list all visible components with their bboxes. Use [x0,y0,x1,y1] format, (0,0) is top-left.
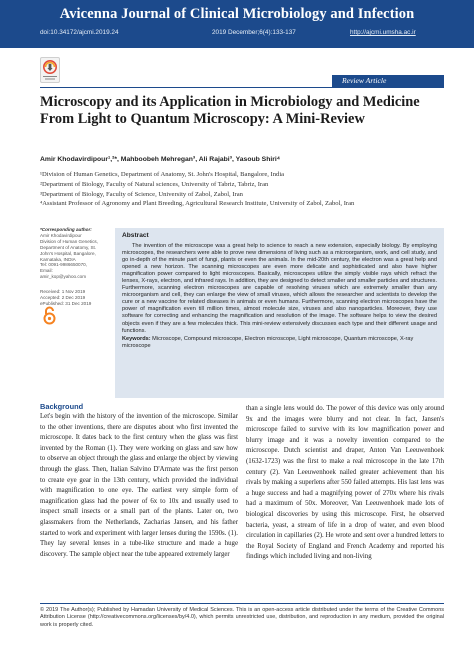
keywords-label: Keywords: [122,335,151,342]
corresponding-author-label: *Corresponding author: [40,227,92,232]
article-type-label: Review Article [332,75,444,87]
correspondence-line: Department of Anatomy, St. [40,244,97,250]
affiliation-item: ⁴Assistant Professor of Agronomy and Plant Breeding, Agricultural Research Institute, University of Zabol, Zabol, Iran [40,200,355,208]
received-date: Received: 1 Nov 2019 [40,289,86,295]
check-for-updates-icon [41,58,59,82]
correspondence-line: Amir Khodavirdipour [40,232,82,238]
body-column-left [40,402,238,560]
keywords [122,336,437,350]
affiliation-item: ¹Division of Human Genetics, Department of Anatomy, St. John's Hospital, Bangalore, India [40,171,285,178]
body-paragraph: Let's begin with the history of the invention of the microscope. Similar to the other inventions, there are disputes about who first invented the microscope. It dates back to the first century when the glass was first invented by the Roman (1). They were working on glass and saw how to observe an object through the glass and enlarge the object by viewing through the glass. Then, Italian Salvino D'Armate was the first person to create eye gear in the 13th century, which provided the individual with magnification to one eye. The earliest very simple form of magnification glass had the power of 6x to 10x and usually used to inspect small insects or a small part of the plants. Later on, two glassmakers from the Netherlands, Zacharias Jansen, and his father started to work and experiment with larger lenses during the 1590s. (1). They lay several lenses in a tube-like structure and made a huge discovery. The sample object near the tube appeared extremely larger [40,413,238,558]
article-title: Microscopy and its Application in Microbiology and Medicine From Light to Quantum Microscopy: A Mini-Review [40,94,420,127]
email-link[interactable]: amir_kop@yahoo.com [40,274,87,280]
journal-title: Avicenna Journal of Clinical Microbiology and Infection [59,6,415,22]
correspondence-line: Email: [40,268,53,274]
affiliation-item: ²Department of Biology, Faculty of Natural sciences, University of Tabriz, Tabriz, Iran [40,180,269,188]
check-for-updates-badge[interactable] [40,57,60,83]
affiliations [40,170,444,209]
keywords-list: Microscope, Compound microscope, Electron microscope, Light microscope, Quantum microscope, X-ray microscope [122,335,414,349]
epublished-date: ePublished: 31 Dec 2019 [40,300,92,306]
doi-text: doi:10.34172/ajcmi.2019.24 [40,29,119,36]
correspondence-line: Division of Human Genetics, [40,238,98,244]
spacer [40,280,112,289]
accepted-date: Accepted: 2 Dec 2019 [40,295,86,301]
issue-text: 2019 December;6(4):133-137 [212,29,296,36]
copyright-notice: © 2019 The Author(s); Published by Hamadan University of Medical Sciences. This is an open-access article distributed under the terms of the Creative Commons Attribution License (http://creativecommons.org/licenses/by/4.0), which permits unrestricted use, distribution, and reproduction in any medium, provided the original work is properly cited. [40,607,444,628]
article-info-sidebar [40,227,112,307]
divider [40,87,444,88]
open-access-icon [43,306,56,330]
correspondence-line: Tel: 0091-9986650070, [40,262,87,268]
body-column-right [246,404,444,563]
author-list: Amir Khodavirdipour¹,²*, Mahboobeh Mehregan³, Ali Rajabi³, Yasoub Shiri⁴ [40,156,281,163]
abstract-box [115,228,444,398]
correspondence-line: John's Hospital, Bangalore, [40,250,96,256]
abstract-body: The invention of the microscope was a great help to science to reach a new extension, especially biology. By employing microscopes, the researchers were able to prove new dimensions of living such as a microorganism, work, and cell study, and go in-depth of the minute part of fungi, plants or even the animals. In the mid-20th century, the electron was a great help and opened a new horizon. The scanning microscopes are even more delicate and sophisticated and also have higher magnification power compared to light microscopes. Basically, microscopes utilize the simply visible rays which refract the lenses, X-rays, electron, and infrared rays. In addition, they are designed to detect smaller and smaller particles and structures. Furthermore, scanning electron microscopes are capable of resolving viruses which are extremely smaller than any microorganism and cell, they can enlarge the view of small viruses, which allows the researcher and scientists to develop the cure or a new vaccine for related diseases in animals or even humans. Furthermore, scanning electron microscopes have the power of magnification even till million times, almost molecule size, viruses and also nanoparticles. Moreover, they use software for correcting and enhancing the magnification and resolution of the image. The software helps to view the desired objects even if they are a few molecules thick. This mini-review extensively discusses each type and their different usage and functions. [122,243,437,334]
body-paragraph: than a single lens would do. The power of this device was only around 9x and the images were blurry and not clear. In fact, Jansen's microscope failed to survive with its low magnification power and blurry image and it was a novelty invention compared to the microscope. Dutch scientist and draper, Anton Van Leeuwenhoek (1632-1723) was the first to make a real microscope in the late 17th century (2). Van Leeuwenhoek nailed greater achievement than his rivals by making a superlens after 550 failed attempts. His last lens was a huge success and had a magnifying power of 270x where his rivals had a maximum of 50x. Moreover, Van Leeuwenhoek made lots of biological discoveries by using this microscope. First, he observed bacteria, yeast, a stream of life in a drop of water, and even blood circulation in capillaries (2). He wrote and sent over a hundred letters to the Royal Society of England and French Academy and reported his findings which included living and non-living [246,405,444,561]
section-heading-background: Background [40,402,84,411]
correspondence-line: Karnataka, INDIA [40,256,76,262]
journal-header-bar [0,0,474,48]
affiliation-item: ³Department of Biology, Faculty of Science, University of Zabol, Zabol, Iran [40,190,243,198]
abstract-heading: Abstract [122,232,149,239]
divider [40,603,444,604]
journal-url-link[interactable]: http://ajcmi.umsha.ac.ir [350,29,416,36]
